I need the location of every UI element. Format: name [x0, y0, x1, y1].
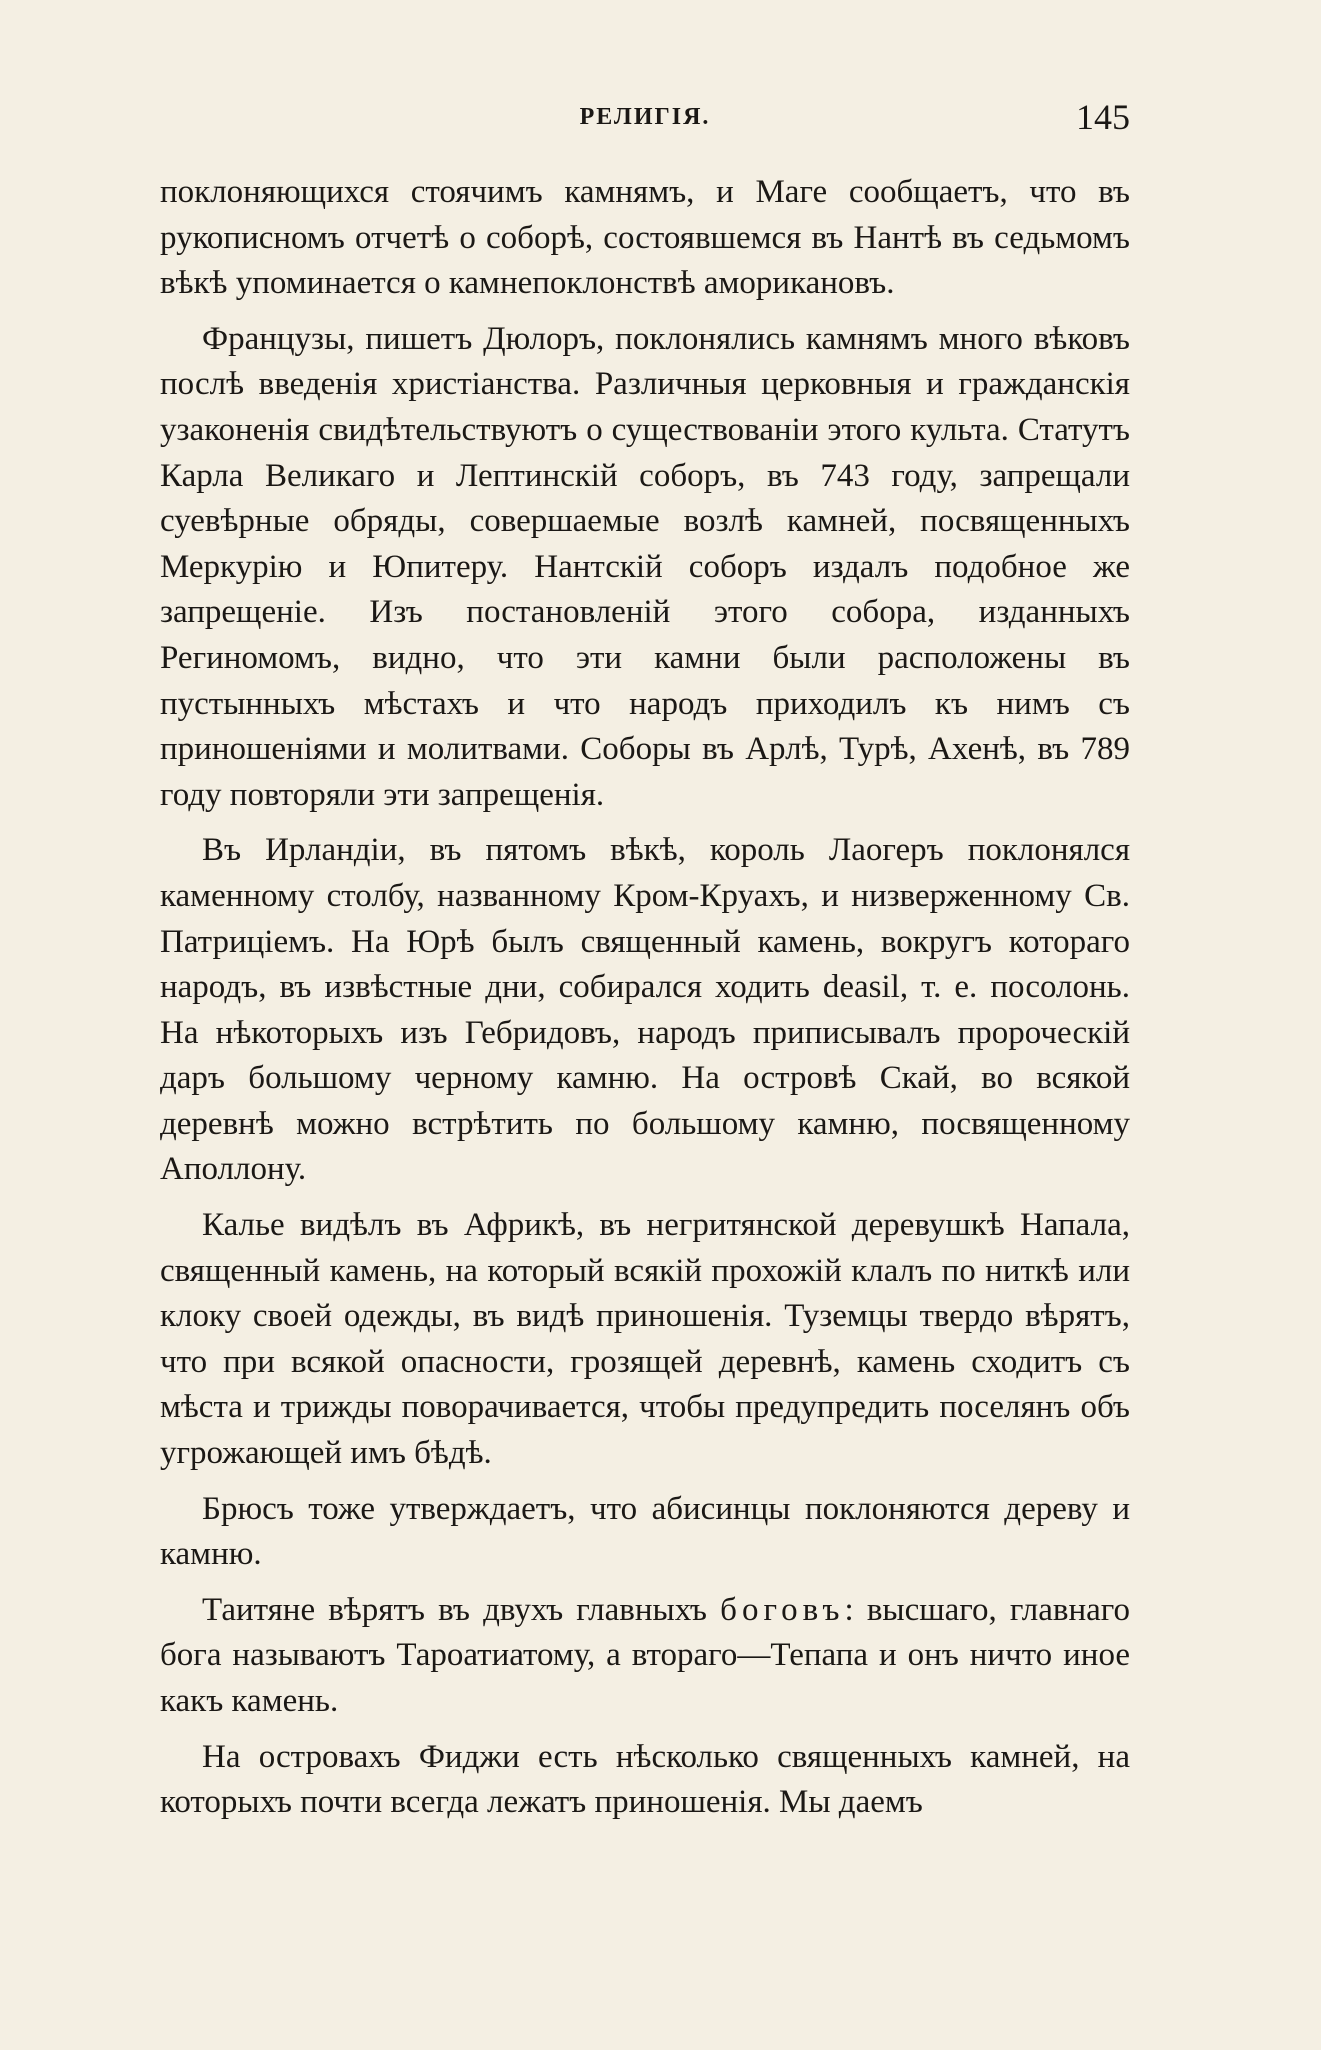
page-header: [160, 96, 1130, 144]
running-title: РЕЛИГІЯ.: [579, 104, 711, 130]
paragraph-6-spaced-word: боговъ: [720, 1591, 845, 1628]
paragraph-1: поклоняющихся стоячимъ камнямъ, и Маге сообщаетъ, что въ рукописномъ отчетѣ о соборѣ, состоявшемся въ Нантѣ въ седьмомъ вѣкѣ упоминается о камнепоклонствѣ аморикановъ.: [160, 174, 1130, 302]
paragraph-4: Калье видѣлъ въ Африкѣ, въ негритянской деревушкѣ Напала, священный камень, на который всякій прохожій клалъ по ниткѣ или клоку своей одежды, въ видѣ приношенія. Туземцы твердо вѣрятъ, что при всякой опасности, грозящей деревнѣ, камень сходитъ съ мѣста и трижды поворачивается, чтобы предупредить поселянъ объ угрожающей имъ бѣдѣ.: [160, 1207, 1130, 1472]
paragraph-6: [160, 1588, 1130, 1725]
paragraph-5: Брюсъ тоже утверждаетъ, что абисинцы поклоняются дереву и камню.: [160, 1490, 1130, 1573]
paragraph-6-start: Таитяне вѣрятъ въ двухъ главныхъ: [202, 1591, 721, 1628]
page-number: 145: [1076, 97, 1130, 137]
paragraph-2: Французы, пишетъ Дюлоръ, поклонялись камнямъ много вѣковъ послѣ введенія христіанства. Различныя церковныя и гражданскія узаконенія свидѣтельствуютъ о существованіи этого культа. Статутъ Карла Великаго и Лептинскій соборъ, въ 743 году, запрещали суевѣрные обряды, совершаемые возлѣ камней, посвященныхъ Меркурію и Юпитеру. Нантскій соборъ издалъ подобное же запрещеніе. Изъ постановленій этого собора, изданныхъ Региномомъ, видно, что эти камни были расположены въ пустынныхъ мѣстахъ и что народъ приходилъ къ нимъ съ приношеніями и молитвами. Соборы въ Арлѣ, Турѣ, Ахенѣ, въ 789 году повторяли эти запрещенія.: [160, 320, 1130, 813]
paragraph-3: Въ Ирландіи, въ пятомъ вѣкѣ, король Лаогеръ поклонялся каменному столбу, названному Кром-Круахъ, и низверженному Св. Патриціемъ. На Юрѣ былъ священный камень, вокругъ котораго народъ, въ извѣстные дни, собирался ходить deasil, т. е. посолонь. На нѣкоторыхъ изъ Гебридовъ, народъ приписывалъ пророческій даръ большому черному камню. На островѣ Скай, во всякой деревнѣ можно встрѣтить по большому камню, посвященному Аполлону.: [160, 832, 1130, 1188]
body-text: [160, 170, 1130, 1836]
paragraph-6-end: : высшаго, главнаго бога называютъ Тароатиатому, а втораго—Тепапа и онъ ничто иное какъ камень.: [160, 1591, 1130, 1719]
paragraph-7: На островахъ Фиджи есть нѣсколько священныхъ камней, на которыхъ почти всегда лежатъ приношенія. Мы даемъ: [160, 1738, 1130, 1821]
